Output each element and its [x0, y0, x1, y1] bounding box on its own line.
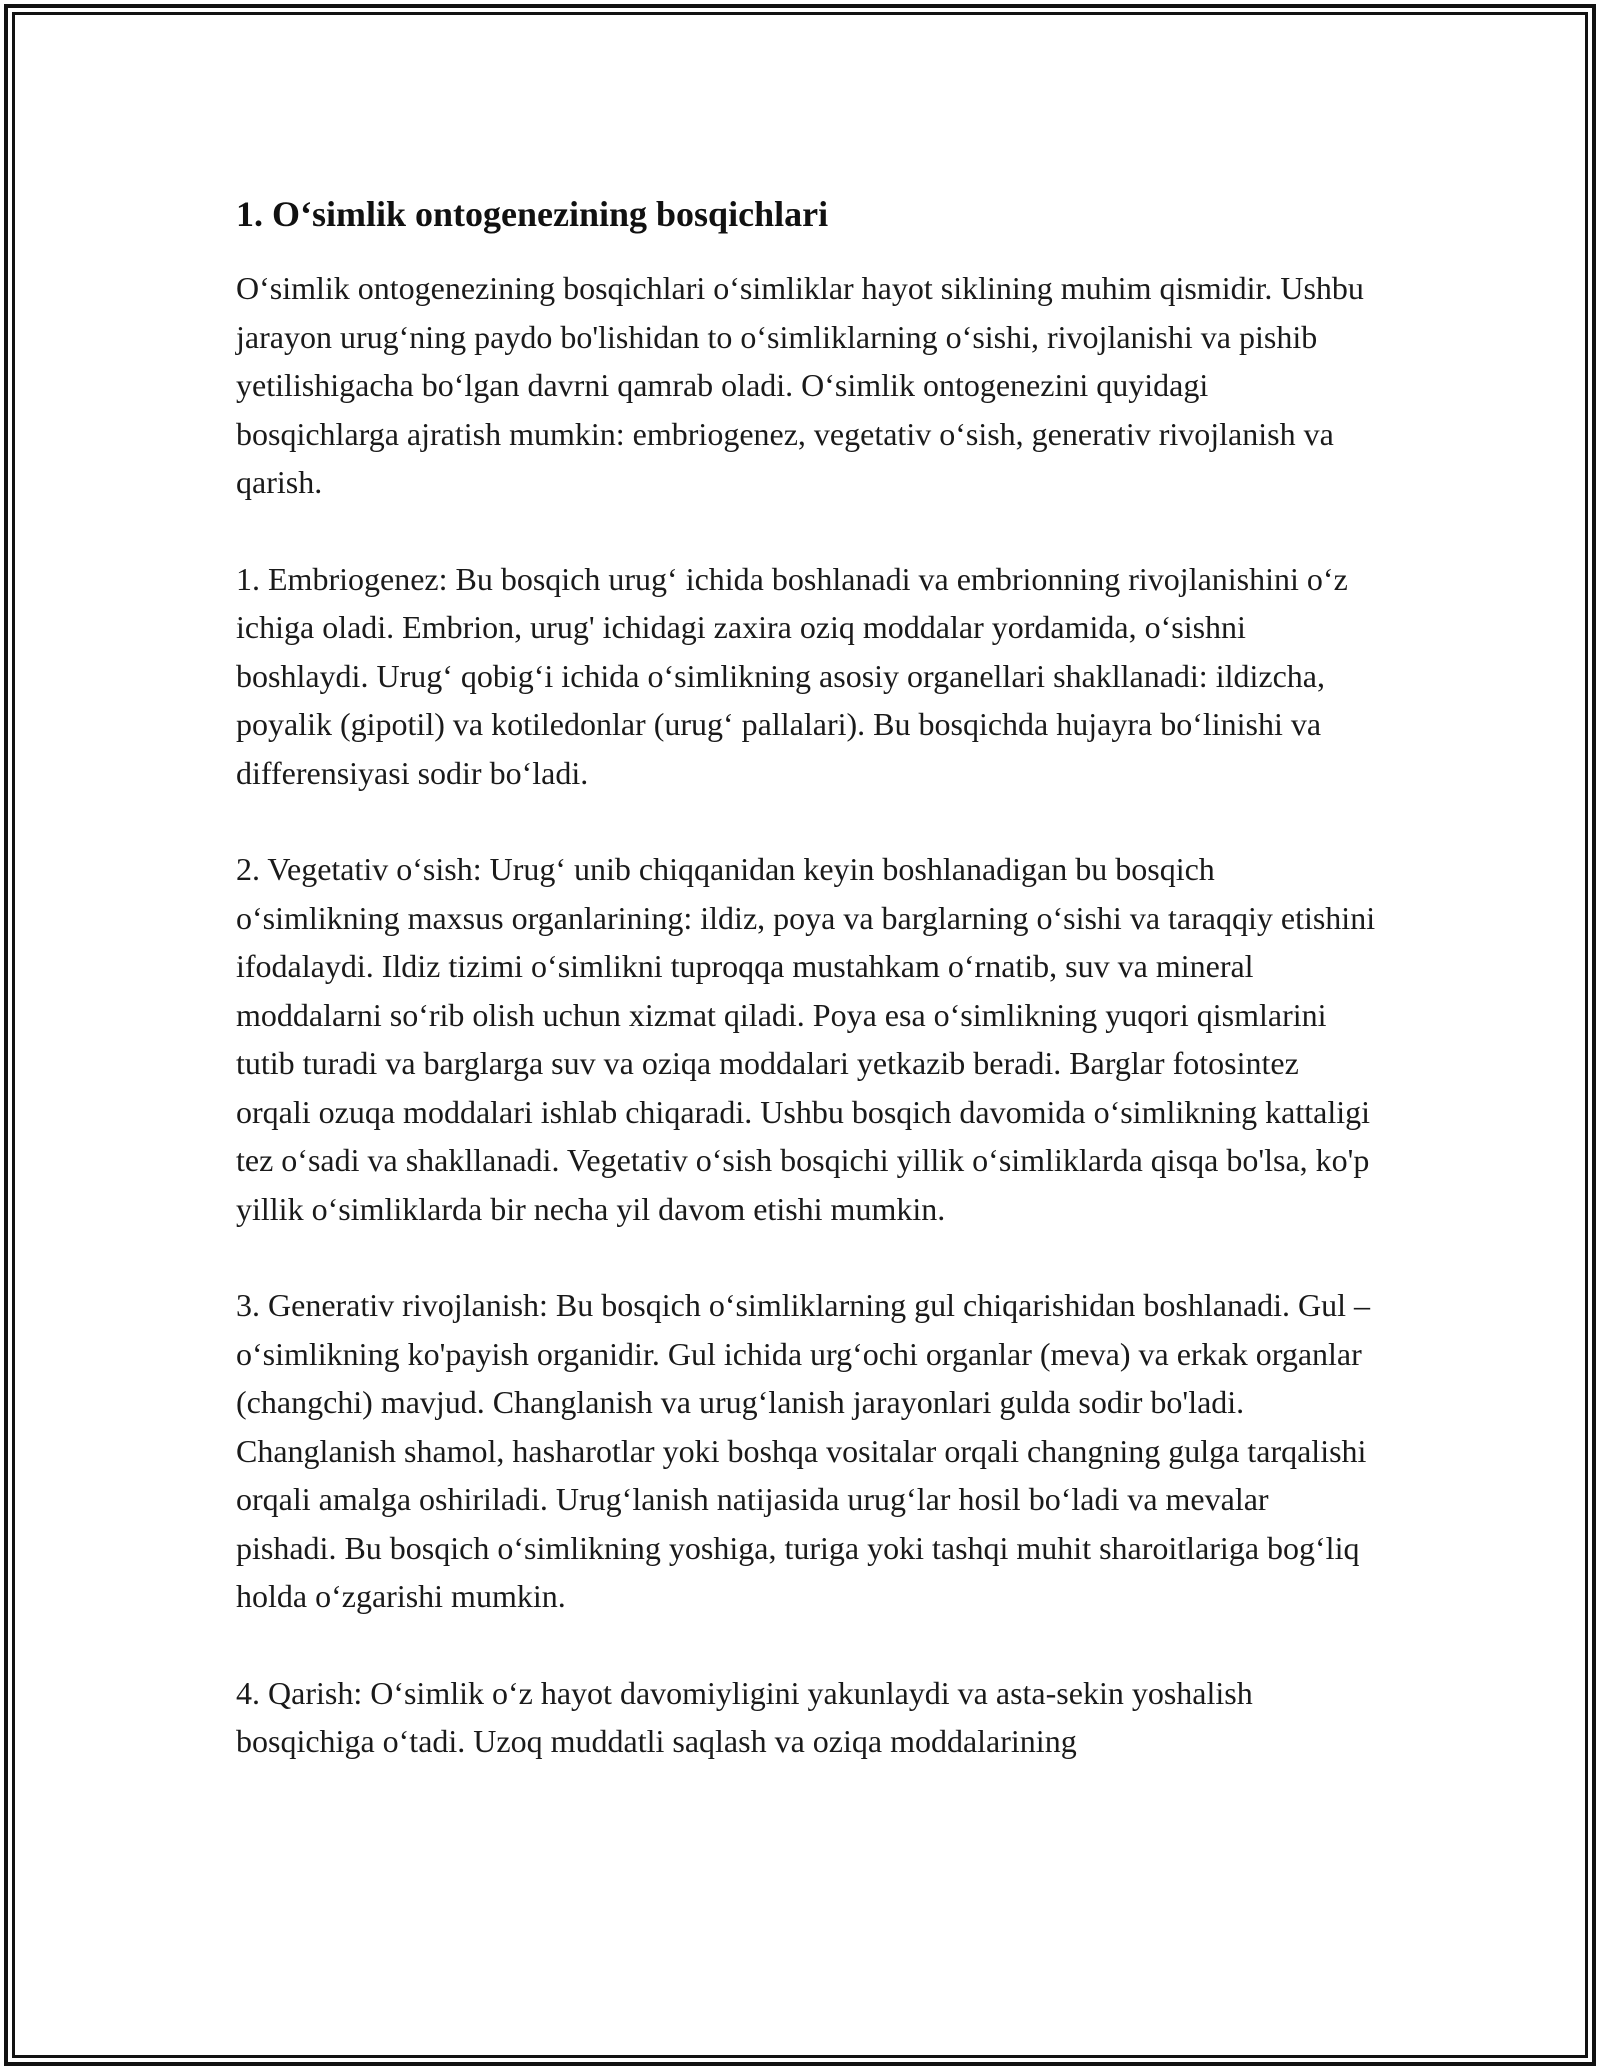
paragraph-qarish: 4. Qarish: O‘simlik o‘z hayot davomiyligini yakunlaydi va asta-sekin yoshalish bosqichiga o‘tadi. Uzoq muddatli saqlash va oziqa moddalarining	[236, 1674, 1253, 1759]
intro-paragraph: O‘simlik ontogenezining bosqichlari o‘simliklar hayot siklining muhim qismidir. Ushbu jarayon urug‘ning paydo bo'lishidan to o‘simliklarning o‘sishi, rivojlanishi va pishib yetilishigacha bo‘lgan davrni qamrab oladi. O‘simlik ontogenezini quyidagi bosqichlarga ajratish mumkin: embriogenez, vegetativ o‘sish, generativ rivojlanish va qarish.	[236, 270, 1364, 500]
paragraph-vegetativ-osish: 2. Vegetativ o‘sish: Urug‘ unib chiqqanidan keyin boshlanadigan bu bosqich o‘simlikning maxsus organlarining: ildiz, poya va barglarning o‘sishi va taraqqiy etishini ifodalaydi. Ildiz tizimi o‘simlikni tuproqqa mustahkam o‘rnatib, suv va mineral moddalarni so‘rib olish uchun xizmat qiladi. Poya esa o‘simlikning yuqori qismlarini tutib turadi va barglarga suv va oziqa moddalari yetkazib beradi. Barglar fotosintez orqali ozuqa moddalari ishlab chiqaradi. Ushbu bosqich davomida o‘simlikning kattaligi tez o‘sadi va shakllanadi. Vegetativ o‘sish bosqichi yillik o‘simliklarda qisqa bo'lsa, ko'p yillik o‘simliklarda bir necha yil davom etishi mumkin.	[236, 851, 1376, 1227]
paragraph-embriogenez: 1. Embriogenez: Bu bosqich urug‘ ichida boshlanadi va embrionning rivojlanishini o‘z ichiga oladi. Embrion, urug' ichidagi zaxira oziq moddalar yordamida, o‘sishni boshlaydi. Urug‘ qobig‘i ichida o‘simlikning asosiy organellari shakllanadi: ildizcha, poyalik (gipotil) va kotiledonlar (urug‘ pallalari). Bu bosqichda hujayra bo‘linishi va differensiyasi sodir bo‘ladi.	[236, 560, 1348, 791]
paragraph-generativ-rivojlanish: 3. Generativ rivojlanish: Bu bosqich o‘simliklarning gul chiqarishidan boshlanadi. Gul – o‘simlikning ko'payish organidir. Gul ichida urg‘ochi organlar (meva) va erkak organlar (changchi) mavjud. Changlanish va urug‘lanish jarayonlari gulda sodir bo'ladi. Changlanish shamol, hasharotlar yoki boshqa vositalar orqali changning gulga tarqalishi orqali amalga oshiriladi. Urug‘lanish natijasida urug‘lar hosil bo‘ladi va mevalar pishadi. Bu bosqich o‘simlikning yoshiga, turiga yoki tashqi muhit sharoitlariga bog‘liq holda o‘zgarishi mumkin.	[236, 1287, 1371, 1614]
document-body	[236, 186, 1376, 1814]
section-heading: 1. O‘simlik ontogenezining bosqichlari	[236, 194, 829, 234]
